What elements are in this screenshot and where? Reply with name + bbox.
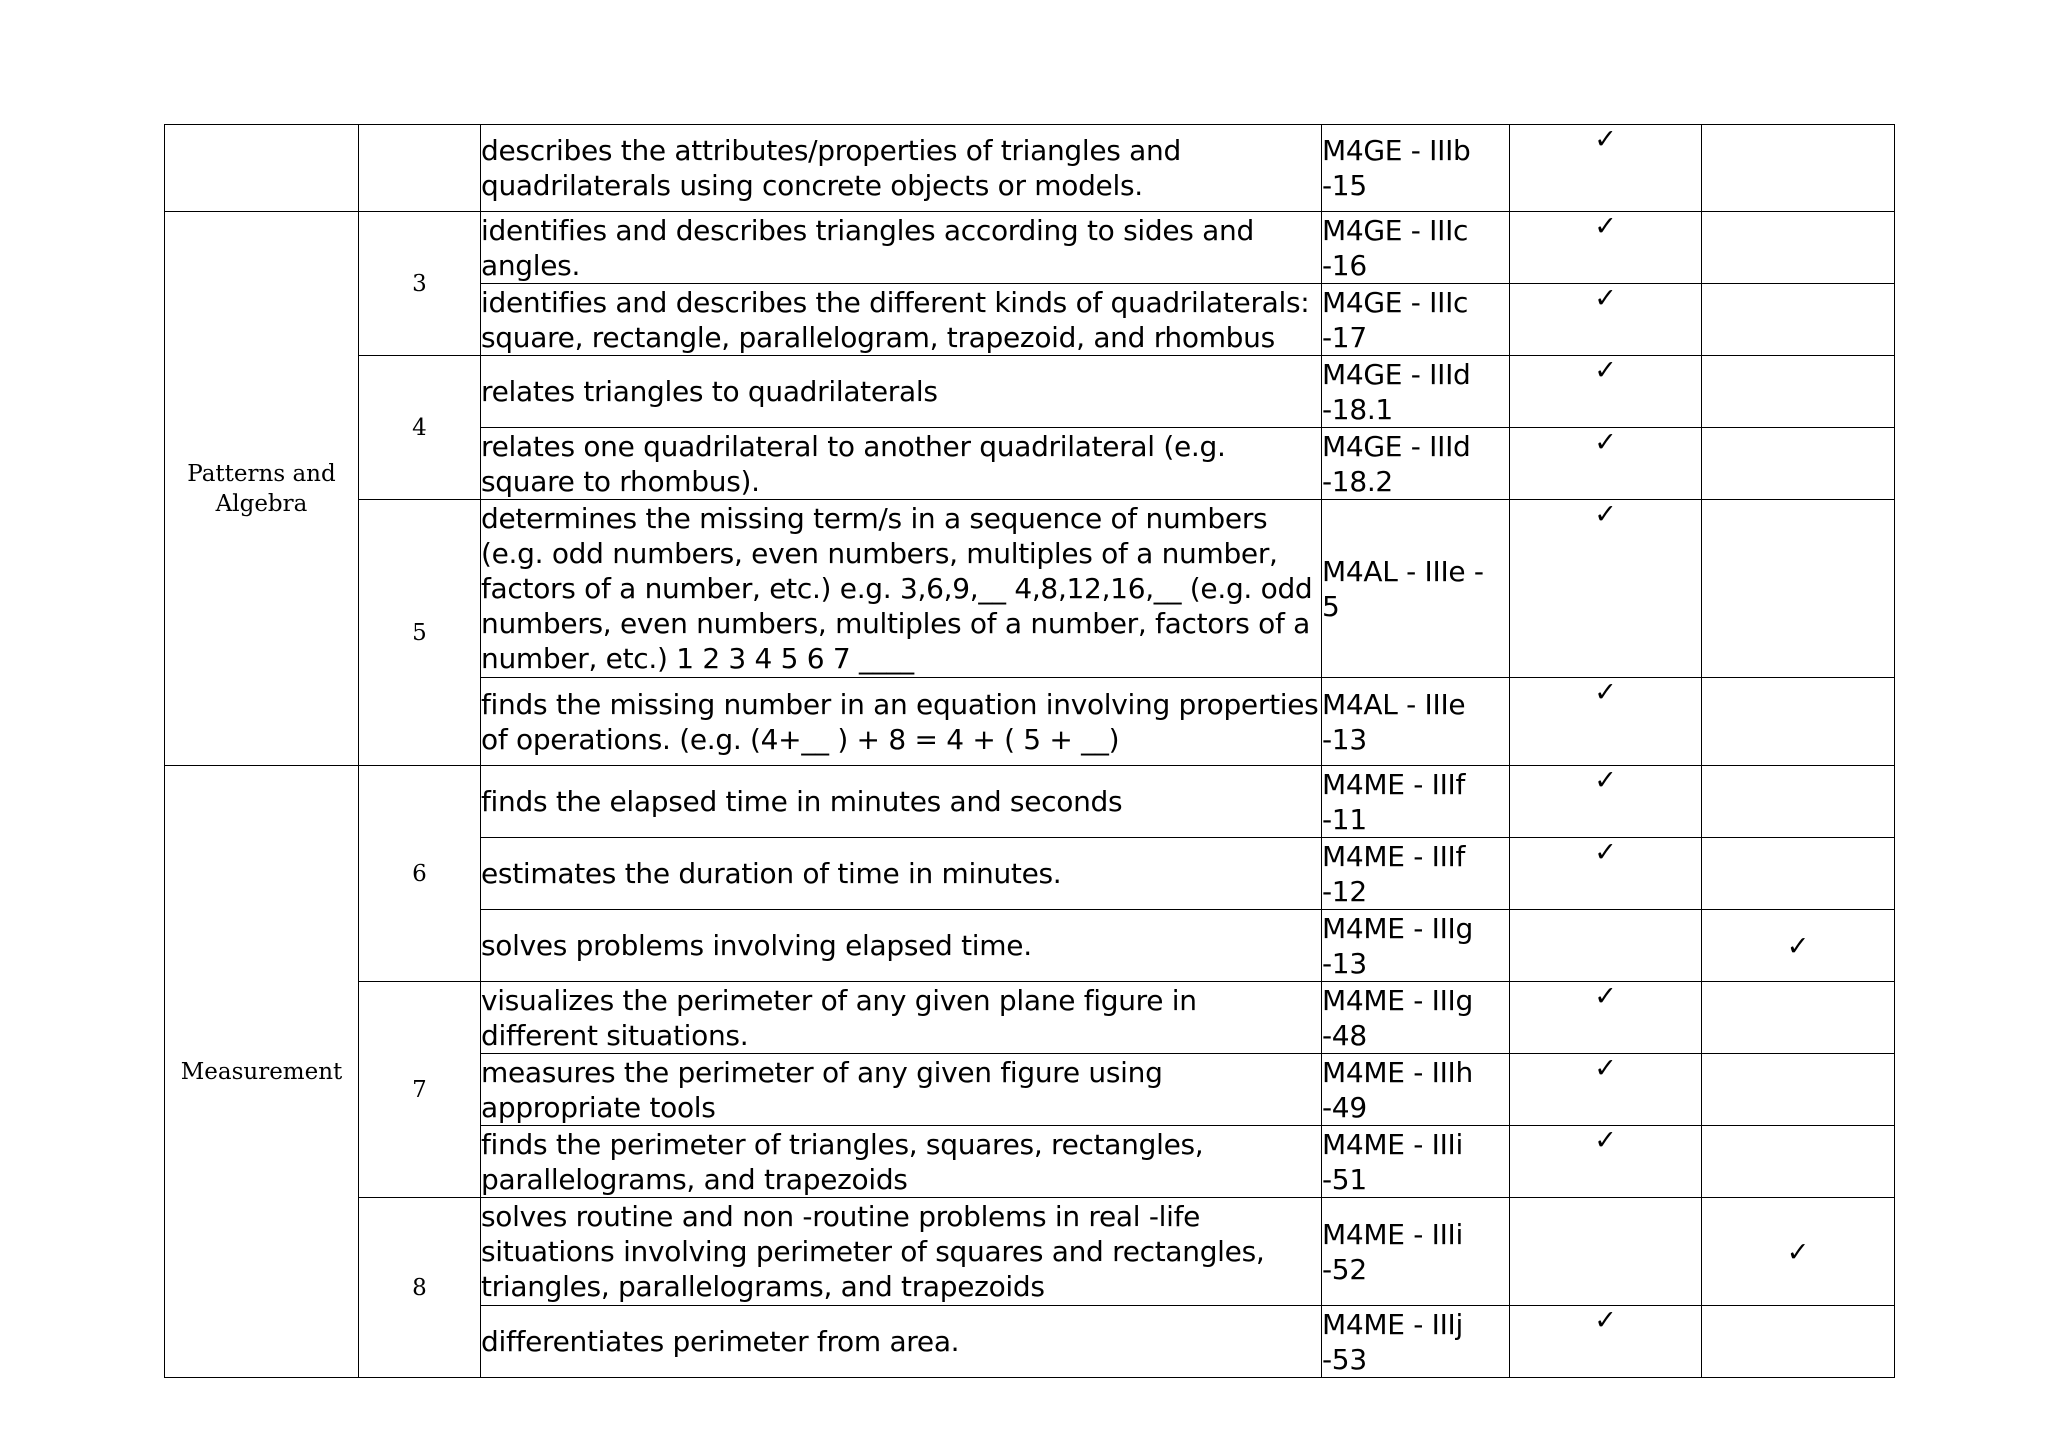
domain-cell-patterns-and-algebra: Patterns and Algebra <box>165 212 359 766</box>
check-cell-a <box>1510 284 1702 356</box>
check-cell-b <box>1702 1054 1895 1126</box>
week-cell-8: 8 <box>359 1198 481 1378</box>
check-cell-a <box>1510 1198 1702 1306</box>
check-cell-b <box>1702 766 1895 838</box>
competency-code: M4ME - IIIh -49 <box>1322 1054 1510 1126</box>
competency-description: measures the perimeter of any given figure using appropriate tools <box>481 1054 1322 1126</box>
week-cell-7: 7 <box>359 982 481 1198</box>
competency-description: describes the attributes/properties of triangles and quadrilaterals using concrete objects or models. <box>481 125 1322 212</box>
check-cell-a <box>1510 212 1702 284</box>
week-cell-6: 6 <box>359 766 481 982</box>
week-cell-3: 3 <box>359 212 481 356</box>
competency-description: finds the perimeter of triangles, squares, rectangles, parallelograms, and trapezoids <box>481 1126 1322 1198</box>
competency-description: finds the elapsed time in minutes and seconds <box>481 766 1322 838</box>
check-cell-b <box>1702 910 1895 982</box>
competency-code: M4GE - IIIb -15 <box>1322 125 1510 212</box>
table-row <box>165 125 1895 212</box>
check-cell-b <box>1702 428 1895 500</box>
check-cell-b <box>1702 1306 1895 1378</box>
check-cell-b <box>1702 678 1895 766</box>
competency-description: differentiates perimeter from area. <box>481 1306 1322 1378</box>
check-cell-b <box>1702 284 1895 356</box>
check-mark: ✓ <box>1786 1236 1810 1268</box>
check-cell-a <box>1510 356 1702 428</box>
competency-code: M4ME - IIIf -12 <box>1322 838 1510 910</box>
competency-code: M4ME - IIIg -13 <box>1322 910 1510 982</box>
week-cell <box>359 125 481 212</box>
check-cell-a <box>1510 766 1702 838</box>
table-row <box>165 766 1895 838</box>
check-cell-b <box>1702 1126 1895 1198</box>
check-mark: ✓ <box>1594 1125 1617 1156</box>
table-row <box>165 356 1895 428</box>
check-cell-a <box>1510 428 1702 500</box>
check-cell-a <box>1510 1306 1702 1378</box>
competency-description: solves routine and non -routine problems in real -life situations involving perimeter of squares and rectangles, triangles, parallelograms, and trapezoids <box>481 1198 1322 1306</box>
competency-code: M4GE - IIIc -17 <box>1322 284 1510 356</box>
check-cell-a <box>1510 982 1702 1054</box>
competency-description: relates triangles to quadrilaterals <box>481 356 1322 428</box>
check-cell-a <box>1510 838 1702 910</box>
check-cell-a <box>1510 910 1702 982</box>
check-mark: ✓ <box>1594 355 1617 386</box>
check-mark: ✓ <box>1594 124 1617 155</box>
week-cell-5: 5 <box>359 500 481 766</box>
competency-description: relates one quadrilateral to another quadrilateral (e.g. square to rhombus). <box>481 428 1322 500</box>
competency-code: M4ME - IIIi -52 <box>1322 1198 1510 1306</box>
competency-code: M4ME - IIIf -11 <box>1322 766 1510 838</box>
competency-code: M4GE - IIIc -16 <box>1322 212 1510 284</box>
check-cell-b <box>1702 500 1895 678</box>
competency-code: M4AL - IIIe - 5 <box>1322 500 1510 678</box>
check-cell-b <box>1702 838 1895 910</box>
check-mark: ✓ <box>1594 765 1617 796</box>
competency-description: estimates the duration of time in minutes. <box>481 838 1322 910</box>
check-mark: ✓ <box>1594 677 1617 708</box>
check-mark: ✓ <box>1594 211 1617 242</box>
check-cell-b <box>1702 1198 1895 1306</box>
check-cell-a <box>1510 678 1702 766</box>
check-mark: ✓ <box>1594 981 1617 1012</box>
table-row <box>165 500 1895 678</box>
domain-cell <box>165 125 359 212</box>
competency-code: M4GE - IIId -18.1 <box>1322 356 1510 428</box>
check-cell-a <box>1510 125 1702 212</box>
check-cell-a <box>1510 500 1702 678</box>
competency-code: M4AL - IIIe -13 <box>1322 678 1510 766</box>
check-cell-a <box>1510 1126 1702 1198</box>
competency-code: M4ME - IIIj -53 <box>1322 1306 1510 1378</box>
competency-description: determines the missing term/s in a sequence of numbers (e.g. odd numbers, even numbers, multiples of a number, factors of a number, etc.) e.g. 3,6,9,__ 4,8,12,16,__ (e.g. odd numbers, even numbers, multiples of a number, factors of a number, etc.) 1 2 3 4 5 6 7 ____ <box>481 500 1322 678</box>
competency-code: M4ME - IIIg -48 <box>1322 982 1510 1054</box>
check-mark: ✓ <box>1594 1053 1617 1084</box>
table-row <box>165 1198 1895 1306</box>
check-mark: ✓ <box>1594 499 1617 530</box>
check-cell-b <box>1702 356 1895 428</box>
competency-description: finds the missing number in an equation involving properties of operations. (e.g. (4+__ ) + 8 = 4 + ( 5 + __) <box>481 678 1322 766</box>
competency-description: identifies and describes triangles according to sides and angles. <box>481 212 1322 284</box>
check-mark: ✓ <box>1594 837 1617 868</box>
week-cell-4: 4 <box>359 356 481 500</box>
check-cell-a <box>1510 1054 1702 1126</box>
competency-description: solves problems involving elapsed time. <box>481 910 1322 982</box>
domain-cell-measurement: Measurement <box>165 766 359 1378</box>
check-mark: ✓ <box>1594 283 1617 314</box>
competency-code: M4ME - IIIi -51 <box>1322 1126 1510 1198</box>
check-mark: ✓ <box>1786 930 1810 962</box>
check-mark: ✓ <box>1594 427 1617 458</box>
check-cell-b <box>1702 982 1895 1054</box>
check-mark: ✓ <box>1594 1305 1617 1336</box>
check-cell-b <box>1702 125 1895 212</box>
check-cell-b <box>1702 212 1895 284</box>
table-row <box>165 212 1895 284</box>
competency-code: M4GE - IIId -18.2 <box>1322 428 1510 500</box>
competency-table <box>164 124 1895 1378</box>
competency-description: identifies and describes the different kinds of quadrilaterals: square, rectangle, parallelogram, trapezoid, and rhombus <box>481 284 1322 356</box>
table-row <box>165 982 1895 1054</box>
competency-description: visualizes the perimeter of any given plane figure in different situations. <box>481 982 1322 1054</box>
